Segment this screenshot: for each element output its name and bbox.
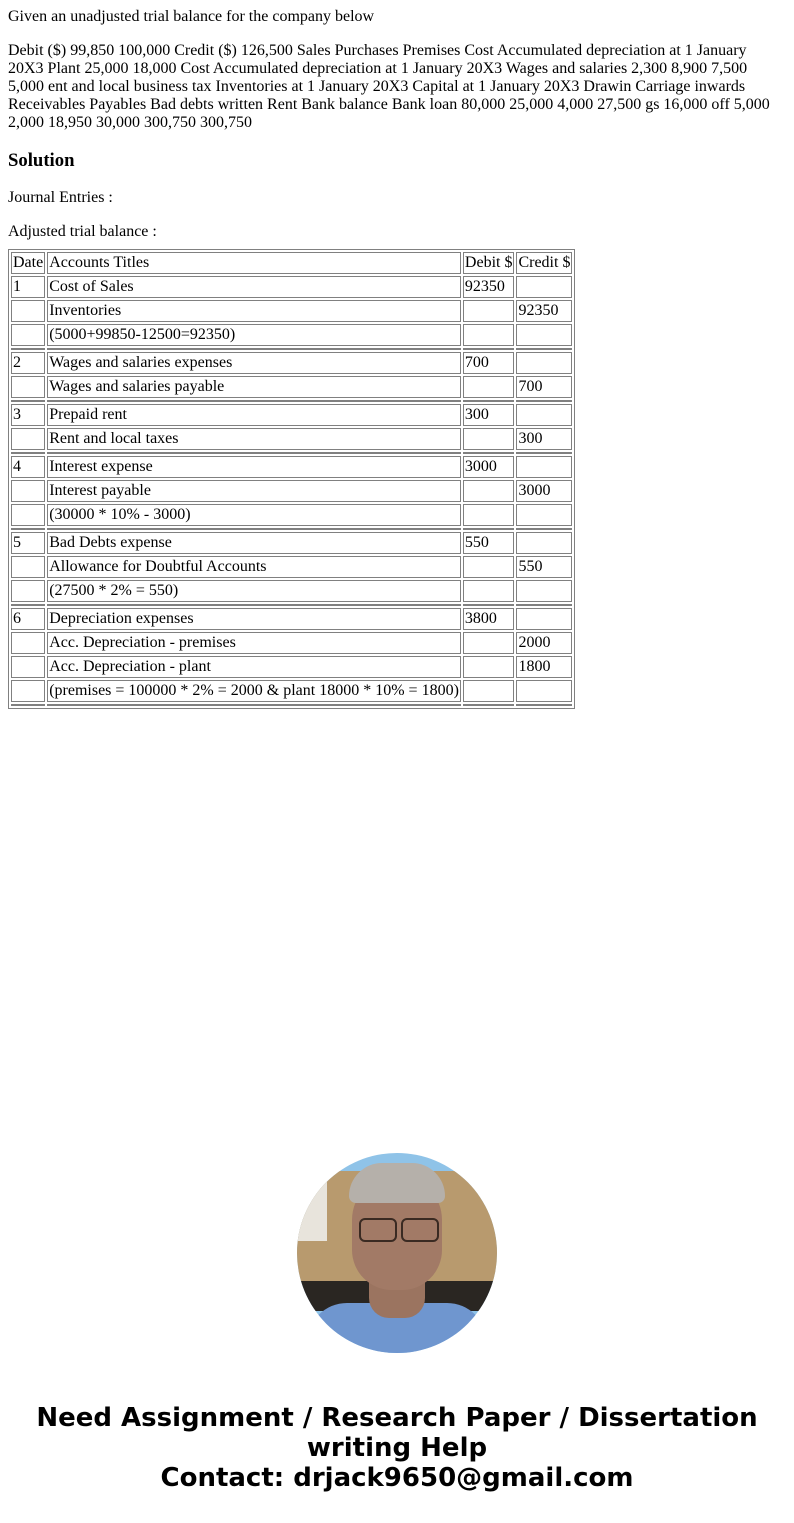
cell-debit bbox=[463, 428, 515, 450]
separator-cell bbox=[463, 704, 515, 706]
cell-account-title: Inventories bbox=[47, 300, 461, 322]
cell-credit bbox=[516, 456, 572, 478]
cell-account-title: Wages and salaries payable bbox=[47, 376, 461, 398]
cell-credit bbox=[516, 504, 572, 526]
cell-credit bbox=[516, 580, 572, 602]
cell-account-title: Acc. Depreciation - plant bbox=[47, 656, 461, 678]
cell-date bbox=[11, 480, 45, 502]
cell-credit: 92350 bbox=[516, 300, 572, 322]
table-row bbox=[11, 276, 572, 298]
cell-debit bbox=[463, 324, 515, 346]
cell-debit: 92350 bbox=[463, 276, 515, 298]
journal-entry-groups bbox=[11, 276, 572, 706]
page-content bbox=[0, 0, 794, 709]
cell-credit: 700 bbox=[516, 376, 572, 398]
cell-account-title: Acc. Depreciation - premises bbox=[47, 632, 461, 654]
cell-debit bbox=[463, 300, 515, 322]
cell-debit bbox=[463, 656, 515, 678]
cell-date bbox=[11, 376, 45, 398]
table-row bbox=[11, 556, 572, 578]
separator-cell bbox=[11, 348, 45, 350]
separator-cell bbox=[47, 604, 461, 606]
cell-account-title: Interest expense bbox=[47, 456, 461, 478]
journal-entries-table bbox=[8, 249, 575, 709]
group-separator bbox=[11, 528, 572, 530]
separator-cell bbox=[11, 604, 45, 606]
separator-cell bbox=[516, 528, 572, 530]
cell-account-title: Wages and salaries expenses bbox=[47, 352, 461, 374]
table-row bbox=[11, 656, 572, 678]
cell-account-title: (5000+99850-12500=92350) bbox=[47, 324, 461, 346]
cell-credit: 3000 bbox=[516, 480, 572, 502]
table-row bbox=[11, 456, 572, 478]
cell-account-title: Depreciation expenses bbox=[47, 608, 461, 630]
cell-account-title: Rent and local taxes bbox=[47, 428, 461, 450]
separator-cell bbox=[11, 400, 45, 402]
author-avatar bbox=[297, 1153, 497, 1353]
promo-banner bbox=[0, 1403, 794, 1493]
cell-date bbox=[11, 324, 45, 346]
separator-cell bbox=[11, 704, 45, 706]
header-accounts-titles: Accounts Titles bbox=[47, 252, 461, 274]
cell-account-title: Allowance for Doubtful Accounts bbox=[47, 556, 461, 578]
separator-cell bbox=[516, 400, 572, 402]
cell-debit bbox=[463, 680, 515, 702]
separator-cell bbox=[47, 704, 461, 706]
cell-credit bbox=[516, 532, 572, 554]
cell-date bbox=[11, 656, 45, 678]
cell-debit bbox=[463, 556, 515, 578]
separator-cell bbox=[11, 528, 45, 530]
table-row bbox=[11, 580, 572, 602]
table-row bbox=[11, 324, 572, 346]
separator-cell bbox=[516, 452, 572, 454]
separator-cell bbox=[463, 452, 515, 454]
cell-account-title: Cost of Sales bbox=[47, 276, 461, 298]
header-credit: Credit $ bbox=[516, 252, 572, 274]
cell-date bbox=[11, 580, 45, 602]
cell-credit bbox=[516, 276, 572, 298]
group-separator bbox=[11, 604, 572, 606]
cell-date bbox=[11, 556, 45, 578]
table-row bbox=[11, 480, 572, 502]
promo-line-2: writing Help bbox=[306, 1433, 488, 1463]
separator-cell bbox=[11, 452, 45, 454]
cell-credit: 550 bbox=[516, 556, 572, 578]
cell-debit bbox=[463, 580, 515, 602]
table-row bbox=[11, 376, 572, 398]
cell-date: 6 bbox=[11, 608, 45, 630]
table-row bbox=[11, 632, 572, 654]
group-separator bbox=[11, 400, 572, 402]
separator-cell bbox=[463, 400, 515, 402]
cell-credit bbox=[516, 404, 572, 426]
cell-date bbox=[11, 632, 45, 654]
table-row bbox=[11, 352, 572, 374]
cell-account-title: (30000 * 10% - 3000) bbox=[47, 504, 461, 526]
cell-account-title: Interest payable bbox=[47, 480, 461, 502]
separator-cell bbox=[47, 400, 461, 402]
cell-debit bbox=[463, 504, 515, 526]
separator-cell bbox=[516, 348, 572, 350]
table-header-row bbox=[11, 252, 572, 274]
cell-date: 2 bbox=[11, 352, 45, 374]
cell-credit: 2000 bbox=[516, 632, 572, 654]
cell-date bbox=[11, 504, 45, 526]
table-row bbox=[11, 532, 572, 554]
cell-date bbox=[11, 428, 45, 450]
cell-debit: 3800 bbox=[463, 608, 515, 630]
cell-debit bbox=[463, 480, 515, 502]
cell-account-title: (premises = 100000 * 2% = 2000 & plant 18000 * 10% = 1800) bbox=[47, 680, 461, 702]
journal-entries-label: Journal Entries : bbox=[8, 189, 113, 206]
cell-credit bbox=[516, 608, 572, 630]
separator-cell bbox=[47, 452, 461, 454]
question-body: Debit ($) 99,850 100,000 Credit ($) 126,500 Sales Purchases Premises Cost Accumulated depreciation at 1 January 20X3 Plant 25,000 18,000 Cost Accumulated depreciation at 1 January 20X3 Wages and salaries 2,300 8,900 7,500 5,000 ent and local business tax Inventories at 1 January 20X3 Capital at 1 January 20X3 Drawin Carriage inwards Receivables Payables Bad debts written Rent Bank balance Bank loan 80,000 25,000 4,000 27,500 gs 16,000 off 5,000 2,000 18,950 30,000 300,750 300,750 bbox=[8, 42, 770, 131]
question-intro: Given an unadjusted trial balance for the company below bbox=[8, 8, 375, 25]
solution-heading: Solution bbox=[8, 150, 75, 171]
cell-date bbox=[11, 300, 45, 322]
cell-date: 5 bbox=[11, 532, 45, 554]
cell-credit: 300 bbox=[516, 428, 572, 450]
cell-date: 3 bbox=[11, 404, 45, 426]
cell-date: 1 bbox=[11, 276, 45, 298]
adjusted-trial-balance-label: Adjusted trial balance : bbox=[8, 223, 157, 240]
cell-date: 4 bbox=[11, 456, 45, 478]
cell-debit: 550 bbox=[463, 532, 515, 554]
cell-credit bbox=[516, 324, 572, 346]
header-debit: Debit $ bbox=[463, 252, 515, 274]
separator-cell bbox=[516, 604, 572, 606]
cell-debit bbox=[463, 376, 515, 398]
separator-cell bbox=[516, 704, 572, 706]
group-separator bbox=[11, 452, 572, 454]
cell-debit bbox=[463, 632, 515, 654]
group-separator bbox=[11, 348, 572, 350]
promo-contact: Contact: drjack9650@gmail.com bbox=[160, 1463, 634, 1493]
table-header-group bbox=[11, 252, 572, 274]
separator-cell bbox=[463, 348, 515, 350]
cell-credit: 1800 bbox=[516, 656, 572, 678]
group-separator bbox=[11, 704, 572, 706]
table-row bbox=[11, 608, 572, 630]
table-row bbox=[11, 680, 572, 702]
table-row bbox=[11, 428, 572, 450]
cell-account-title: Bad Debts expense bbox=[47, 532, 461, 554]
table-row bbox=[11, 504, 572, 526]
separator-cell bbox=[463, 604, 515, 606]
separator-cell bbox=[463, 528, 515, 530]
cell-account-title: (27500 * 2% = 550) bbox=[47, 580, 461, 602]
separator-cell bbox=[47, 528, 461, 530]
cell-debit: 300 bbox=[463, 404, 515, 426]
separator-cell bbox=[47, 348, 461, 350]
cell-credit bbox=[516, 352, 572, 374]
cell-date bbox=[11, 680, 45, 702]
glasses-icon bbox=[359, 1218, 397, 1242]
cell-debit: 700 bbox=[463, 352, 515, 374]
table-row bbox=[11, 300, 572, 322]
promo-line-1: Need Assignment / Research Paper / Dissertation bbox=[36, 1403, 758, 1433]
cell-debit: 3000 bbox=[463, 456, 515, 478]
cell-credit bbox=[516, 680, 572, 702]
table-row bbox=[11, 404, 572, 426]
cell-account-title: Prepaid rent bbox=[47, 404, 461, 426]
header-date: Date bbox=[11, 252, 45, 274]
